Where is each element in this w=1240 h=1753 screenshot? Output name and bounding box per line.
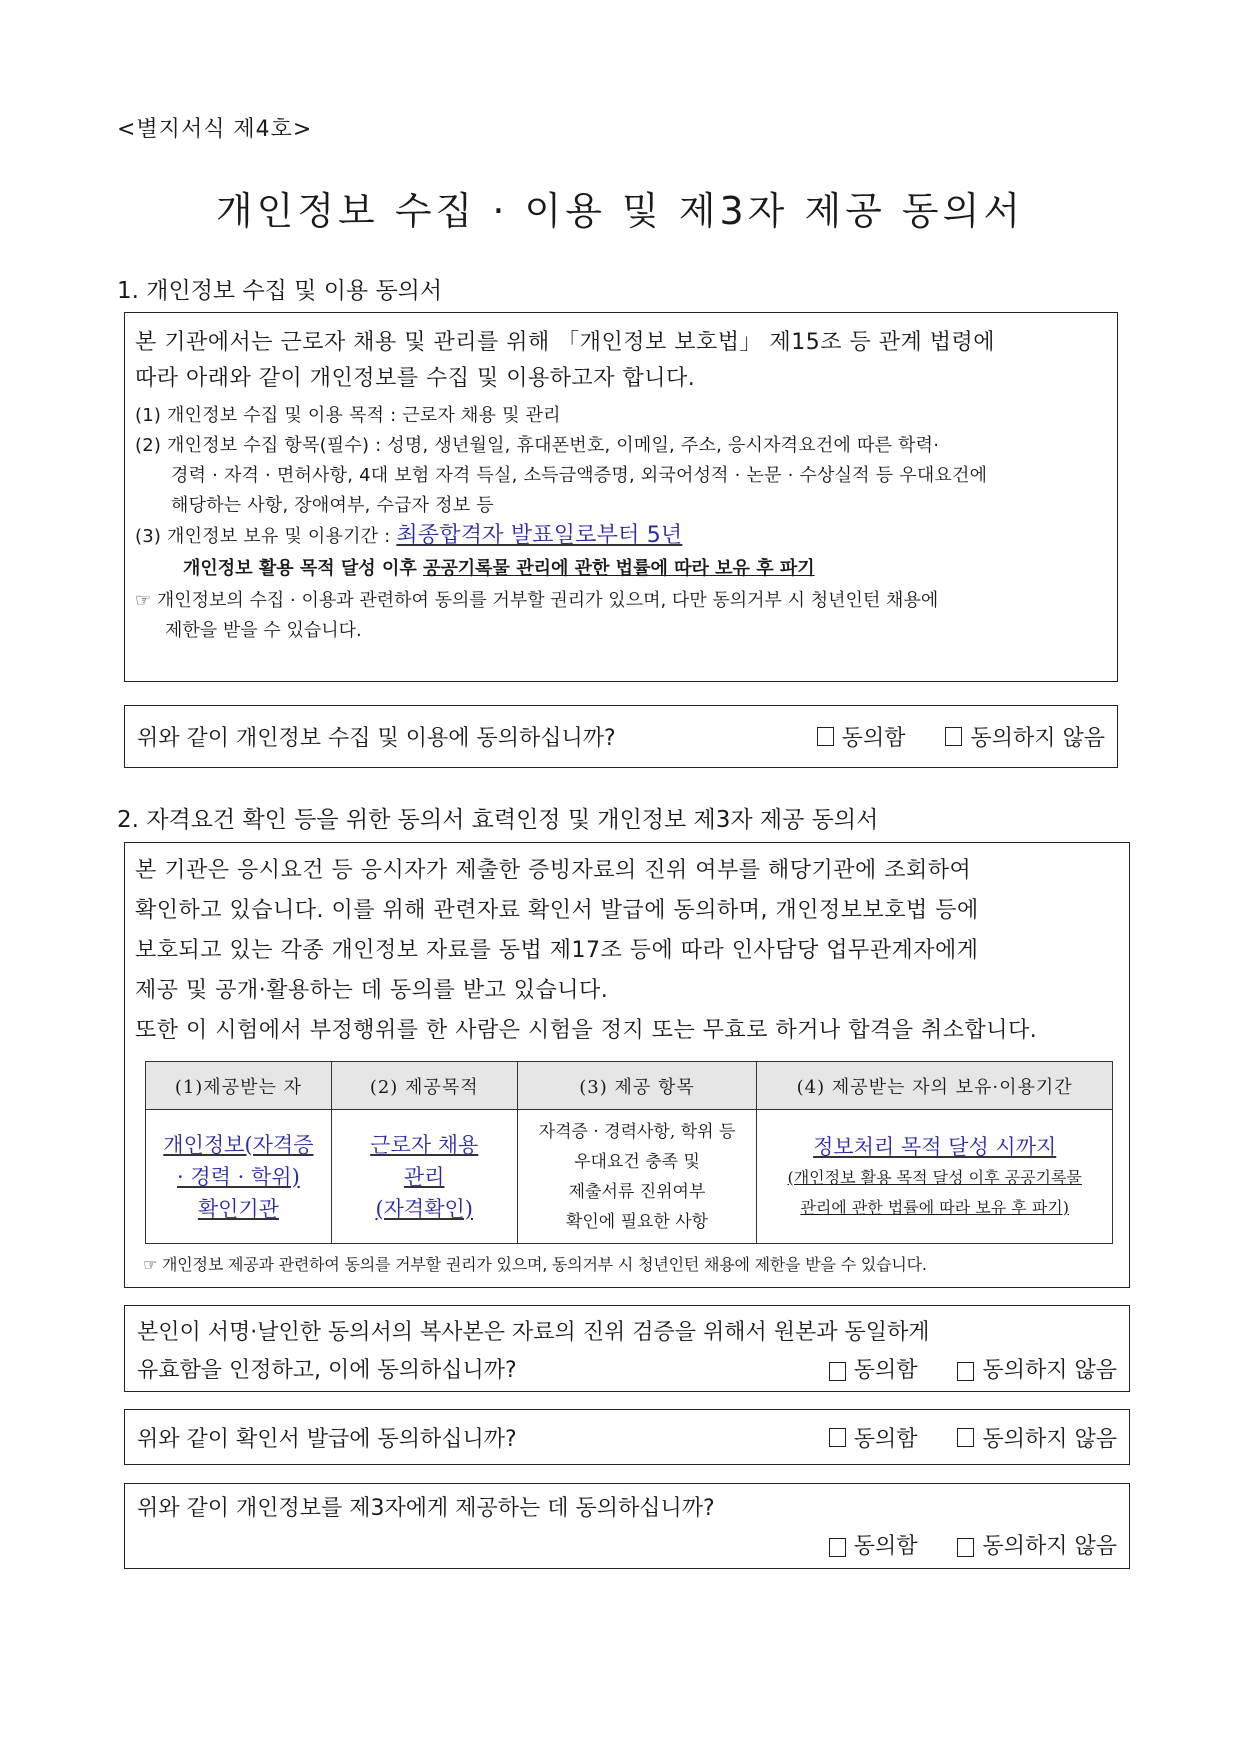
cell-recipient (146, 1110, 332, 1244)
third-party-disagree-option[interactable] (957, 1528, 1117, 1566)
certificate-agree-option[interactable] (829, 1422, 918, 1453)
refusal-line2: 제한을 받을 수 있습니다. (165, 620, 362, 641)
agree-checkbox[interactable] (817, 727, 834, 746)
certificate-question-text: 위와 같이 확인서 발급에 동의하십니까? (137, 1426, 517, 1452)
retention-label: (3) 개인정보 보유 및 이용기간 : (135, 526, 397, 547)
section1-lead-line2: 따라 아래와 같이 개인정보를 수집 및 이용하고자 합니다. (135, 366, 696, 391)
table-refusal-note (135, 1252, 1119, 1275)
copy-agree-option[interactable] (829, 1352, 918, 1390)
section2-para-line4: 제공 및 공개·활용하는 데 동의를 받고 있습니다. (135, 978, 609, 1003)
third-party-agree-option[interactable] (829, 1528, 918, 1566)
refusal-note (135, 586, 1107, 646)
section1-lead-line1: 본 기관에서는 근로자 채용 및 관리를 위해 「개인정보 보호법」 제15조 등 관계 법령에 (135, 330, 995, 355)
header-period: (4) 제공받는 자의 보유·이용기간 (757, 1062, 1113, 1110)
copy-agree-label: 동의함 (853, 1358, 918, 1383)
recipient-line1: 개인정보(자격증 (163, 1132, 314, 1157)
items-line4: 확인에 필요한 사항 (565, 1211, 709, 1232)
recipient-line2: · 경력 · 학위) (177, 1164, 300, 1189)
header-purpose: (2) 제공목적 (331, 1062, 517, 1110)
agree-option[interactable] (817, 721, 906, 752)
purpose-item: (1) 개인정보 수집 및 이용 목적 : 근로자 채용 및 관리 (135, 405, 561, 426)
period-main: 정보처리 목적 달성 시까지 (813, 1134, 1057, 1159)
table-header-row (146, 1062, 1113, 1110)
period-note-line1: (개인정보 활용 목적 달성 이후 공공기록물 (787, 1167, 1082, 1187)
table-note-text: 개인정보 제공과 관련하여 동의를 거부할 권리가 있으며, 동의거부 시 청년인턴 채용에 제한을 받을 수 있습니다. (162, 1255, 927, 1274)
third-party-agree-label: 동의함 (853, 1534, 918, 1559)
third-party-disagree-label: 동의하지 않음 (982, 1534, 1117, 1559)
disagree-label: 동의하지 않음 (970, 726, 1105, 751)
consent-question-text: 위와 같이 개인정보 수집 및 이용에 동의하십니까? (137, 726, 616, 751)
items-line2: 우대요건 충족 및 (574, 1151, 700, 1172)
retention-note (135, 552, 1107, 586)
items-line3: 제출서류 진위여부 (568, 1181, 706, 1202)
collected-items-line1: (2) 개인정보 수집 항목(필수) : 성명, 생년월일, 휴대폰번호, 이메일, 주소, 응시자격요건에 따른 학력· (135, 435, 940, 456)
cell-items (517, 1110, 757, 1244)
section2-para-line2: 확인하고 있습니다. 이를 위해 관련자료 확인서 발급에 동의하며, 개인정보보호법 등에 (135, 898, 979, 923)
retention-value: 최종합격자 발표일로부터 5년 (396, 523, 683, 548)
document-title: 개인정보 수집 · 이용 및 제3자 제공 동의서 (215, 189, 1025, 233)
third-party-question-text: 위와 같이 개인정보를 제3자에게 제공하는 데 동의하십니까? (137, 1496, 715, 1521)
section2-heading: 2. 자격요건 확인 등을 위한 동의서 효력인정 및 개인정보 제3자 제공 동의서 (117, 807, 879, 833)
retention-note-underlined: 공공기록물 관리에 관한 법률에 따라 보유 후 파기 (423, 558, 815, 579)
third-party-disagree-checkbox[interactable] (957, 1538, 974, 1557)
cell-period (757, 1110, 1113, 1244)
copy-disagree-checkbox[interactable] (957, 1362, 974, 1381)
copy-agree-checkbox[interactable] (829, 1362, 846, 1381)
section2-para-line5: 또한 이 시험에서 부정행위를 한 사람은 시험을 정지 또는 무효로 하거나 합격을 취소합니다. (135, 1018, 1038, 1043)
section2-para-line1: 본 기관은 응시요건 등 응시자가 제출한 증빙자료의 진위 여부를 해당기관에 조회하여 (135, 858, 972, 883)
purpose-line2: 관리 (403, 1164, 445, 1189)
collected-items-line2: 경력 · 자격 · 면허사항, 4대 보험 자격 득실, 소득금액증명, 외국어성적 · 논문 · 수상실적 등 우대요건에 (171, 465, 988, 486)
third-party-agree-checkbox[interactable] (829, 1538, 846, 1557)
recipient-line3: 확인기관 (197, 1196, 279, 1221)
refusal-line1: 개인정보의 수집 · 이용과 관련하여 동의를 거부할 권리가 있으며, 다만 동의거부 시 청년인턴 채용에 (156, 590, 939, 611)
certificate-agree-checkbox[interactable] (829, 1428, 846, 1447)
certificate-issuance-question (124, 1409, 1130, 1465)
collected-items-line3: 해당하는 사항, 장애여부, 수급자 정보 등 (171, 495, 494, 516)
purpose-line3: (자격확인) (375, 1196, 473, 1221)
cell-purpose (331, 1110, 517, 1244)
form-number: <별지서식 제4호> (117, 117, 313, 142)
period-note-line2: 관리에 관한 법률에 따라 보유 후 파기) (800, 1197, 1069, 1217)
purpose-line1: 근로자 채용 (370, 1132, 479, 1157)
certificate-disagree-label: 동의하지 않음 (982, 1426, 1117, 1452)
pointing-hand-icon: ☞ (143, 1255, 158, 1274)
copy-validity-question (124, 1305, 1130, 1392)
header-items: (3) 제공 항목 (517, 1062, 757, 1110)
copy-question-line1: 본인이 서명·날인한 동의서의 복사본은 자료의 진위 검증을 위해서 원본과 동일하게 (137, 1320, 930, 1345)
section1-consent-question (124, 705, 1118, 768)
section1-info-box (124, 312, 1118, 682)
disagree-option[interactable] (945, 721, 1105, 752)
retention-note-plain: 개인정보 활용 목적 달성 이후 (183, 558, 423, 579)
copy-question-line2: 유효함을 인정하고, 이에 동의하십니까? (137, 1358, 517, 1383)
third-party-provision-question (124, 1483, 1130, 1569)
header-recipient: (1)제공받는 자 (146, 1062, 332, 1110)
copy-disagree-label: 동의하지 않음 (982, 1358, 1117, 1383)
certificate-disagree-checkbox[interactable] (957, 1428, 974, 1447)
disagree-checkbox[interactable] (945, 727, 962, 746)
table-row (146, 1110, 1113, 1244)
third-party-provision-table (145, 1061, 1113, 1244)
collected-items (135, 431, 1107, 521)
section2-para-line3: 보호되고 있는 각종 개인정보 자료를 동법 제17조 등에 따라 인사담당 업무관계자에게 (135, 938, 979, 963)
pointing-hand-icon: ☞ (135, 590, 152, 611)
certificate-disagree-option[interactable] (957, 1422, 1117, 1453)
section2-info-box (124, 842, 1130, 1288)
items-line1: 자격증 · 경력사항, 학위 등 (538, 1121, 736, 1142)
agree-label: 동의함 (841, 726, 906, 751)
retention-period (135, 521, 1107, 552)
certificate-agree-label: 동의함 (853, 1426, 918, 1452)
section1-heading: 1. 개인정보 수집 및 이용 동의서 (117, 278, 443, 304)
copy-disagree-option[interactable] (957, 1352, 1117, 1390)
